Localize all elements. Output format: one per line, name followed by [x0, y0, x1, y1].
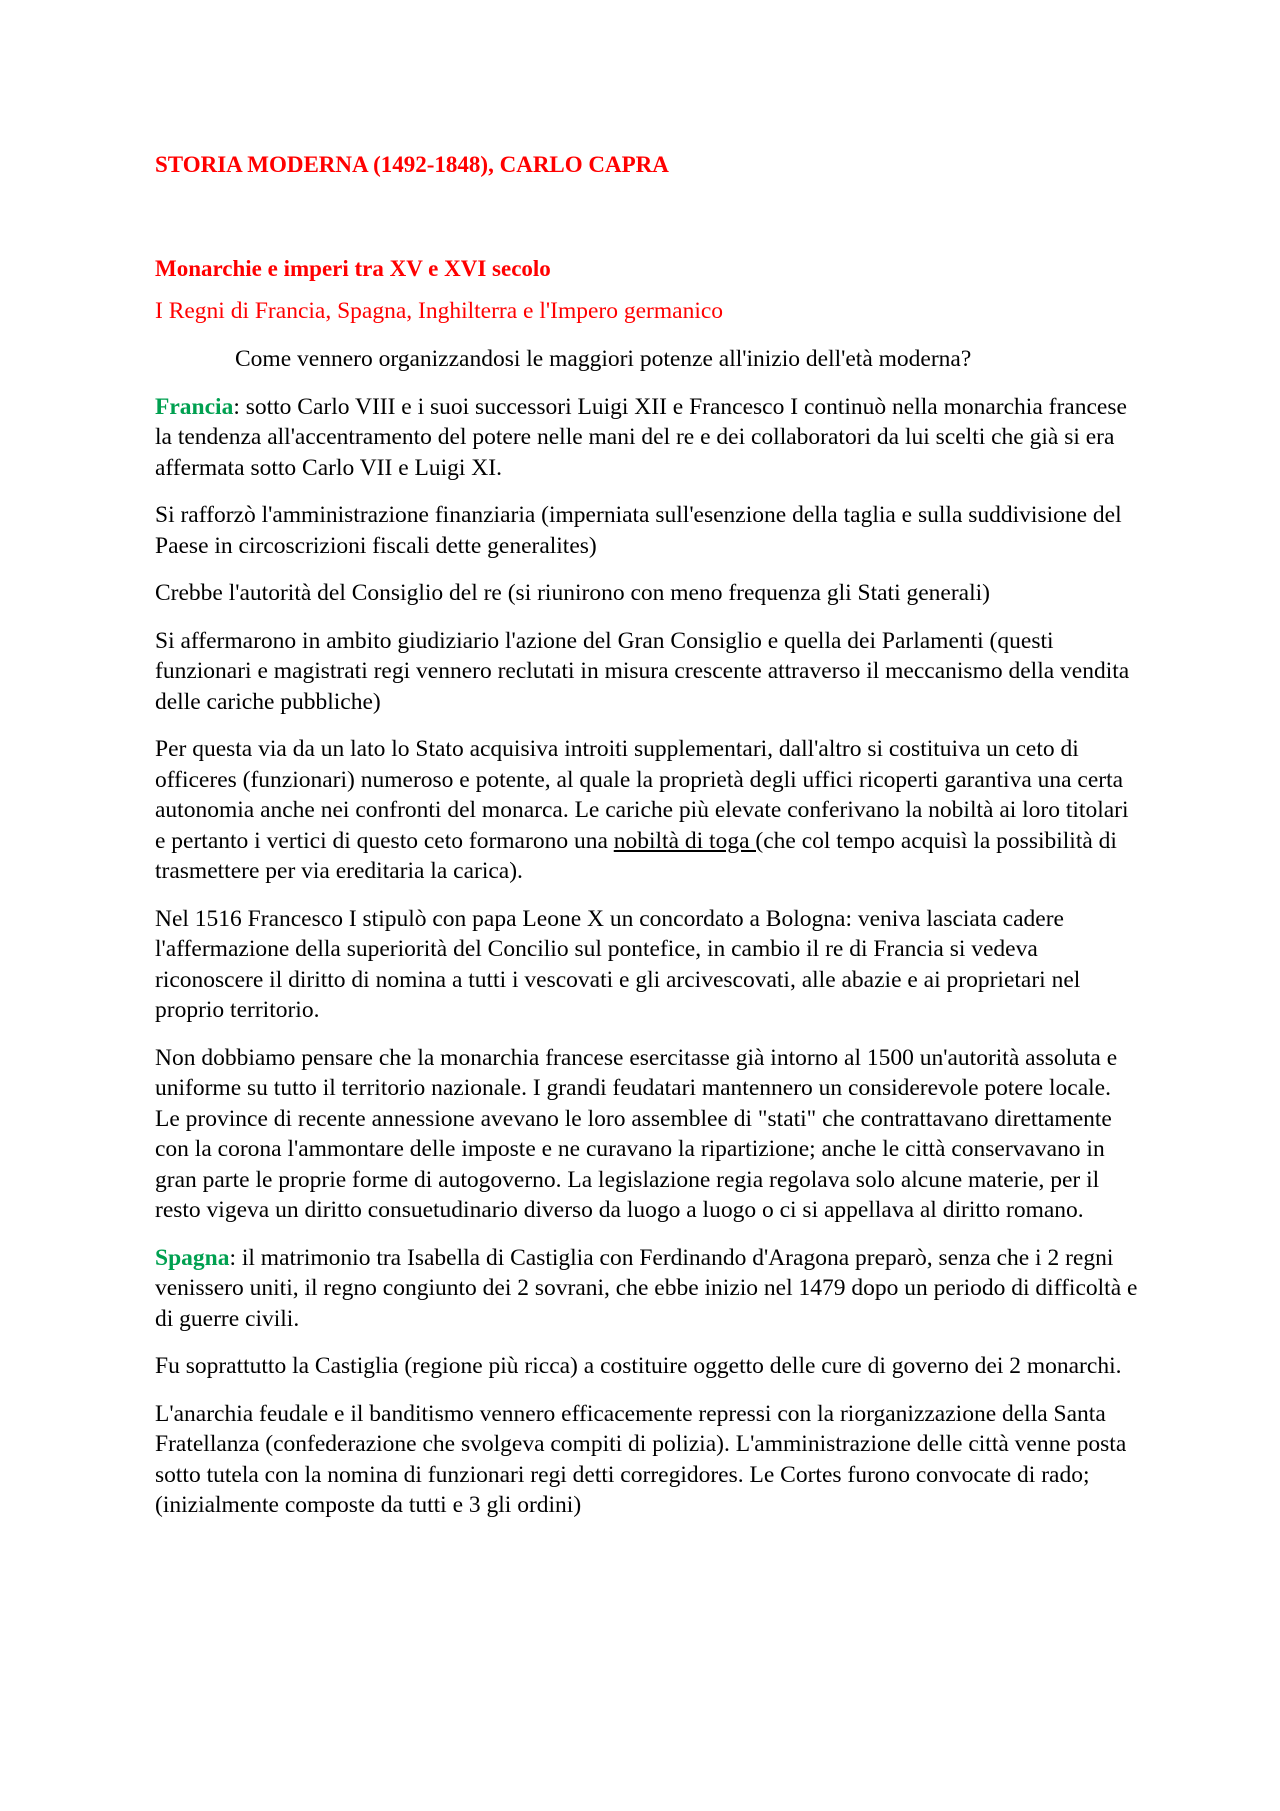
paragraph-francia-text: : sotto Carlo VIII e i suoi successori Luigi XII e Francesco I continuò nella monarchia francese la tendenza all'accentramento del potere nelle mani del re e dei collaboratori da lui scelti che già si era affermata sotto Carlo VII e Luigi XI.: [155, 393, 1127, 481]
document-title: STORIA MODERNA (1492-1848), CARLO CAPRA: [155, 152, 669, 177]
document-body: [155, 150, 1140, 1538]
paragraph-giudiziario: Si affermarono in ambito giudiziario l'azione del Gran Consiglio e quella dei Parlamenti (questi funzionari e magistrati regi vennero reclutati in misura crescente attraverso il meccanismo della vendita delle cariche pubbliche): [155, 627, 1130, 715]
section-title: Monarchie e imperi tra XV e XVI secolo: [155, 256, 551, 281]
paragraph-stato: [155, 734, 1140, 887]
paragraph-anarchia: L'anarchia feudale e il banditismo vennero efficacemente repressi con la riorganizzazione della Santa Fratellanza (confederazione che svolgeva compiti di polizia). L'amministrazione delle città venne posta sotto tutela con la nomina di funzionari regi detti corregidores. Le Cortes furono convocate di rado; (inizialmente composte da tutti e 3 gli ordini): [155, 1400, 1127, 1518]
paragraph-concordato: Nel 1516 Francesco I stipulò con papa Leone X un concordato a Bologna: veniva lasciata cadere l'affermazione della superiorità del Concilio sul pontefice, in cambio il re di Francia si vedeva riconoscere il diritto di nomina a tutti i vescovati e gli arcivescovati, alle abazie e ai proprietari nel proprio territorio.: [155, 905, 1081, 1023]
paragraph-monarchia: Non dobbiamo pensare che la monarchia francese esercitasse già intorno al 1500 un'autorità assoluta e uniforme su tutto il territorio nazionale. I grandi feudatari mantennero un considerevole potere locale. Le province di recente annessione avevano le loro assemblee di "stati" che contrattavano direttamente con la corona l'ammontare delle imposte e ne curavano la ripartizione; anche le città conservavano in gran parte le proprie forme di autogoverno. La legislazione regia regolava solo alcune materie, per il resto vigeva un diritto consuetudinario diverso da luogo a luogo o ci si appellava al diritto romano.: [155, 1044, 1118, 1223]
section-subtitle: I Regni di Francia, Spagna, Inghilterra e l'Impero germanico: [155, 298, 724, 324]
paragraph-francia: [155, 392, 1140, 484]
paragraph-consiglio: Crebbe l'autorità del Consiglio del re (si riunirono con meno frequenza gli Stati generali): [155, 580, 990, 606]
paragraph-castiglia: Fu soprattutto la Castiglia (regione più ricca) a costituire oggetto delle cure di governo dei 2 monarchi.: [155, 1353, 1122, 1379]
keyword-spagna: Spagna: [155, 1244, 230, 1271]
keyword-francia: Francia: [155, 393, 234, 420]
paragraph-spagna: [155, 1243, 1140, 1335]
paragraph-amministrazione: Si rafforzò l'amministrazione finanziaria (imperniata sull'esenzione della taglia e sulla suddivisione del Paese in circoscrizioni fiscali dette generalites): [155, 502, 1122, 559]
guiding-question: Come vennero organizzandosi le maggiori potenze all'inizio dell'età moderna?: [235, 346, 972, 372]
paragraph-spagna-text: : il matrimonio tra Isabella di Castiglia con Ferdinando d'Aragona preparò, senza che i 2 regni venissero uniti, il regno congiunto dei 2 sovrani, che ebbe inizio nel 1479 dopo un periodo di difficoltà e di guerre civili.: [155, 1244, 1138, 1332]
paragraph-stato-text: Per questa via da un lato lo Stato acquisiva introiti supplementari, dall'altro si costituiva un ceto di officeres (funzionari) numeroso e potente, al quale la proprietà degli uffici ricoperti garantiva una certa autonomia anche nei confronti del monarca. Le cariche più elevate conferivano la nobiltà ai loro titolari e pertanto i vertici di questo ceto formarono una: [155, 736, 1129, 854]
paragraph-stato-text-end: che col tempo acquisì la possibilità di trasmettere per via ereditaria la carica).: [155, 827, 1117, 884]
underlined-term-nobilta-di-toga: nobiltà di toga (: [613, 827, 764, 854]
